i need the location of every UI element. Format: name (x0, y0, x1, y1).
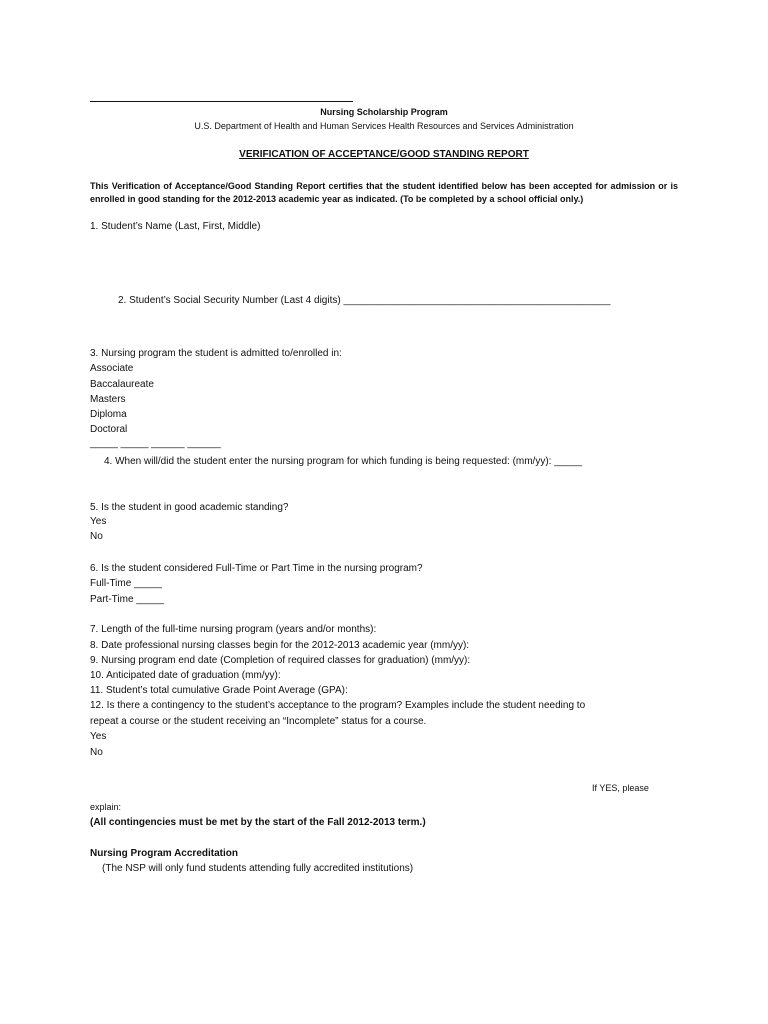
q12-option-yes[interactable]: Yes (90, 731, 107, 742)
q12-contingency-line1: 12. Is there a contingency to the student’s acceptance to the program? Examples include the student needing to (90, 700, 586, 711)
q3-program-type: 3. Nursing program the student is admitted to/enrolled in: (90, 348, 342, 359)
q6-option-part-time[interactable]: Part-Time _____ (90, 594, 165, 605)
accreditation-note: (The NSP will only fund students attending fully accredited institutions) (102, 863, 414, 874)
form-title: VERIFICATION OF ACCEPTANCE/GOOD STANDING REPORT (239, 149, 529, 160)
q3-option-masters[interactable]: Masters (90, 394, 126, 405)
q5-option-yes[interactable]: Yes (90, 516, 107, 527)
q7-program-length: 7. Length of the full-time nursing program (years and/or months): (90, 624, 377, 635)
q3-date-blanks[interactable]: _____ _____ ______ ______ (90, 438, 221, 449)
intro-paragraph: This Verification of Acceptance/Good Standing Report certifies that the student identified below has been accepted for admission or is enrolled in good standing for the 2012-2013 academic year as indicated. (To be completed by a school official only.) (90, 181, 678, 204)
q4-entry-date: 4. When will/did the student enter the nursing program for which funding is being requested: (mm/yy): _____ (104, 456, 583, 467)
q12-option-no[interactable]: No (90, 747, 103, 758)
q12-explain: explain: (90, 802, 122, 812)
q3-option-doctoral[interactable]: Doctoral (90, 424, 128, 435)
q3-option-baccalaureate[interactable]: Baccalaureate (90, 379, 154, 390)
q2-label: 2. Student’s Social Security Number (Last 4 digits) (118, 295, 344, 306)
q3-option-associate[interactable]: Associate (90, 363, 134, 374)
q3-option-diploma[interactable]: Diploma (90, 409, 127, 420)
q12-contingency-line2: repeat a course or the student receiving an “Incomplete” status for a course. (90, 716, 427, 727)
q11-gpa: 11. Student’s total cumulative Grade Point Average (GPA): (90, 685, 348, 696)
q10-graduation-date: 10. Anticipated date of graduation (mm/yy): (90, 670, 281, 681)
q5-option-no[interactable]: No (90, 531, 103, 542)
q2-ssn (118, 295, 610, 306)
q12-if-yes: If YES, please (592, 783, 649, 793)
q9-program-end: 9. Nursing program end date (Completion of required classes for graduation) (mm/yy): (90, 655, 471, 666)
q8-classes-begin: 8. Date professional nursing classes begin for the 2012-2013 academic year (mm/yy): (90, 640, 470, 651)
program-name: Nursing Scholarship Program (320, 107, 448, 117)
q1-student-name: 1. Student’s Name (Last, First, Middle) (90, 221, 261, 232)
q5-good-standing: 5. Is the student in good academic standing? (90, 502, 289, 513)
accreditation-heading: Nursing Program Accreditation (90, 848, 238, 859)
q2-blank[interactable]: ________________________________________________ (343, 295, 611, 306)
top-rule (90, 101, 353, 102)
q12-contingency-note: (All contingencies must be met by the start of the Fall 2012-2013 term.) (90, 817, 426, 828)
q6-option-full-time[interactable]: Full-Time _____ (90, 578, 162, 589)
department-name: U.S. Department of Health and Human Services Health Resources and Services Administration (194, 121, 574, 131)
q6-enrollment-status: 6. Is the student considered Full-Time or Part Time in the nursing program? (90, 563, 423, 574)
